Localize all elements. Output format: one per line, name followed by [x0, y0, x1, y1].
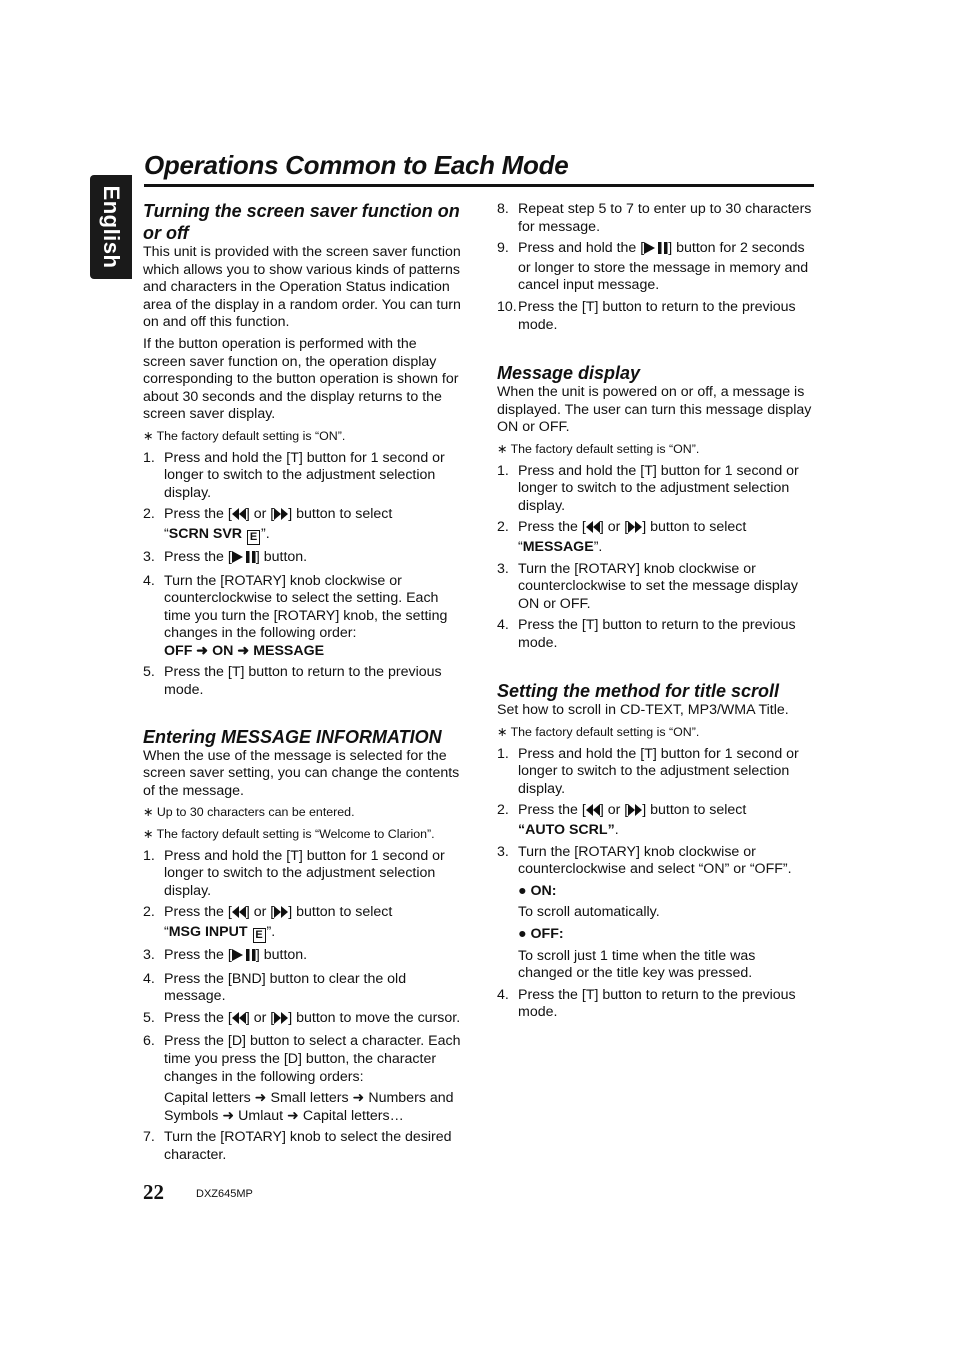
title-rule [144, 184, 814, 187]
step-list [143, 450, 461, 700]
step-list [497, 746, 813, 879]
list-item: 3. Turn the [ROTARY] knob clockwise or counterclockwise to set the message display ON or OFF. [497, 560, 798, 612]
next-track-icon [274, 508, 288, 526]
list-item: 9. Press and hold the [ ] button for 2 seconds or longer to store the message in memory and cancel input message. [497, 240, 809, 294]
language-tab [90, 175, 132, 279]
list-item: 7. Turn the [ROTARY] knob to select the desired character. [143, 1129, 452, 1163]
list-item: 1. Press and hold the [T] button for 1 second or longer to switch to the adjustment selection display. [497, 462, 799, 514]
list-item: 2. Press the [ ] or [ ] button to select “MESSAGE”. [497, 519, 747, 555]
list-item: 6. Press the [D] button to select a character. Each time you press the [D] button, the character changes in the following orders: [143, 1033, 461, 1085]
right-column [497, 201, 813, 1026]
list-item: 4. Press the [BND] button to clear the old message. [143, 970, 407, 1005]
option-on-description: To scroll automatically. [518, 904, 660, 921]
play-pause-icon [232, 949, 256, 967]
paragraph: When the use of the message is selected for the screen saver setting, you can change the contents of the message. [143, 747, 460, 799]
list-item: 5. Press the [ ] or [ ] button to move the cursor. [143, 1010, 461, 1030]
list-item: 3. Turn the [ROTARY] knob clockwise or counterclockwise and select “ON” or “OFF”. [497, 843, 792, 878]
list-item: 2. Press the [ ] or [ ] button to select “MSG INPUT E ”. [143, 904, 393, 941]
option-off-label: ● OFF: [518, 926, 564, 942]
previous-track-icon [232, 1012, 246, 1030]
left-column [143, 200, 461, 1169]
list-item: 4. Press the [T] button to return to the previous mode. [497, 617, 796, 651]
language-tab-label: English [99, 185, 124, 269]
previous-track-icon [232, 906, 246, 924]
step-list [143, 1129, 461, 1164]
step-list [497, 201, 813, 334]
paragraph: When the unit is powered on or off, a message is displayed. The user can turn this message display ON or OFF. [497, 384, 812, 436]
model-number: DXZ645MP [196, 1188, 253, 1200]
list-item: 1. Press and hold the [T] button for 1 second or longer to switch to the adjustment selection display. [143, 449, 445, 501]
play-pause-icon [644, 242, 668, 260]
play-pause-icon [232, 551, 256, 569]
previous-track-icon [586, 521, 600, 539]
list-item: 2. Press the [ ] or [ ] button to select “SCRN SVR E ”. [143, 506, 393, 543]
list-item: 2. Press the [ ] or [ ] button to select “AUTO SCRL”. [497, 802, 747, 839]
next-track-icon [274, 906, 288, 924]
note: ∗ Up to 30 characters can be entered. [143, 805, 355, 820]
paragraph: Set how to scroll in CD-TEXT, MP3/WMA Title. [497, 702, 789, 719]
next-track-icon [628, 804, 642, 822]
list-item: 8. Repeat step 5 to 7 to enter up to 30 characters for message. [497, 201, 812, 235]
list-item: 3. Press the [ ] button. [143, 947, 461, 967]
note: ∗ The factory default setting is “ON”. [497, 441, 700, 456]
list-item: 1. Press and hold the [T] button for 1 second or longer to switch to the adjustment selection display. [497, 745, 799, 797]
paragraph: This unit is provided with the screen saver function which allows you to show various kinds of patterns and characters in the Operation Status indication area of the display in a random order. You can turn on and off this function. [143, 244, 461, 331]
option-on-label: ● ON: [518, 882, 557, 899]
e-icon: E [247, 530, 260, 545]
note: ∗ The factory default setting is “Welcome to Clarion”. [143, 827, 435, 842]
page-title: Operations Common to Each Mode [144, 150, 569, 180]
list-item: 3. Press the [ ] button. [143, 549, 461, 569]
note: ∗ The factory default setting is “ON”. [143, 428, 346, 443]
e-icon: E [253, 928, 266, 943]
section-heading-screen-saver: Turning the screen saver function on or off [143, 201, 460, 243]
note: ∗ The factory default setting is “ON”. [497, 725, 700, 740]
list-item: 4. Press the [T] button to return to the previous mode. [497, 986, 796, 1021]
section-heading-title-scroll: Setting the method for title scroll [497, 681, 780, 702]
section-heading-message-display: Message display [497, 363, 641, 384]
option-off-description: To scroll just 1 time when the title was changed or the title key was pressed. [518, 947, 756, 982]
list-item: 4. Turn the [ROTARY] knob clockwise or counterclockwise to select the setting. Each time you turn the [ROTARY] knob, the setting changes in the following order: OFF ➜ ON ➜ MESSAGE [143, 572, 448, 659]
previous-track-icon [586, 804, 600, 822]
character-order: Capital letters ➜ Small letters ➜ Numbers and Symbols ➜ Umlaut ➜ Capital letters… [164, 1090, 454, 1124]
page-number: 22 [143, 1180, 164, 1204]
next-track-icon [274, 1012, 288, 1030]
step-list [143, 848, 461, 1087]
list-item: 1. Press and hold the [T] button for 1 second or longer to switch to the adjustment selection display. [143, 847, 445, 899]
paragraph: If the button operation is performed with the screen saver function on, the operation display corresponding to the button operation is shown for about 30 seconds and the display returns to the screen saver display. [143, 335, 459, 423]
section-heading-message-information: Entering MESSAGE INFORMATION [143, 726, 442, 747]
step-list [497, 463, 813, 653]
list-item: 10. Press the [T] button to return to the previous mode. [497, 298, 796, 333]
step-list [497, 987, 813, 1022]
list-item: 5. Press the [T] button to return to the previous mode. [143, 664, 442, 699]
previous-track-icon [232, 508, 246, 526]
next-track-icon [628, 521, 642, 539]
